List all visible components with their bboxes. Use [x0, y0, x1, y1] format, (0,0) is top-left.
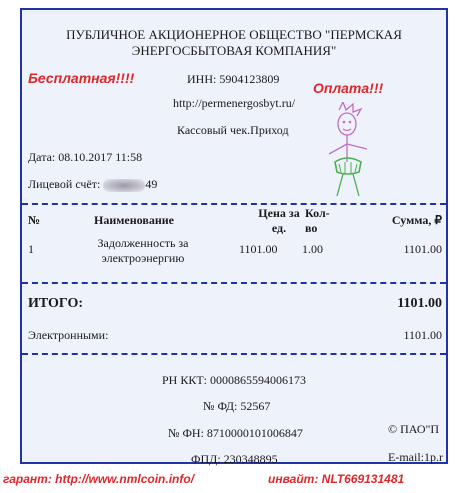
- side-email: E-mail:1p.r: [388, 450, 443, 464]
- inn: ИНН: 5904123809: [187, 72, 280, 86]
- divider: [22, 353, 446, 355]
- redacted-account: [103, 179, 145, 192]
- electronic-value: 1101.00: [403, 328, 442, 342]
- account-row: [28, 177, 157, 192]
- hand-drawn-figure-icon: [317, 102, 377, 202]
- col-header-price: Цена за ед.: [258, 206, 300, 235]
- electronic-label: Электронными:: [28, 328, 109, 342]
- row-num: 1: [28, 242, 34, 256]
- divider: [22, 282, 446, 284]
- guarantor-link[interactable]: гарант: http://www.nmlcoin.info/: [3, 472, 195, 486]
- fn-number: № ФН: 8710000101006847: [168, 426, 303, 440]
- row-qty: 1.00: [302, 242, 323, 256]
- company-url: http://permenergosbyt.ru/: [173, 96, 296, 110]
- row-price: 1101.00: [239, 242, 278, 256]
- account-label: Лицевой счёт:: [28, 177, 101, 191]
- account-suffix: 49: [145, 177, 158, 191]
- receipt-date: Дата: 08.10.2017 11:58: [28, 150, 143, 164]
- fpd: ФПД: 230348895: [191, 452, 278, 466]
- total-value: 1101.00: [397, 296, 442, 311]
- company-name-line2: ЭНЕРГОСБЫТОВАЯ КОМПАНИЯ": [131, 43, 337, 58]
- row-name: Задолженность за электроэнергию: [97, 236, 189, 265]
- receipt: [20, 8, 448, 464]
- col-header-qty: Кол- во: [305, 206, 330, 235]
- paid-annotation: Оплата!!!: [313, 80, 384, 96]
- divider: [22, 203, 446, 205]
- free-annotation: Бесплатная!!!!: [28, 70, 135, 86]
- side-pao: © ПАО"П: [388, 422, 440, 436]
- col-header-name: Наименование: [94, 213, 174, 227]
- rn-kkt: РН ККТ: 0000865594006173: [162, 373, 307, 387]
- company-name-line1: ПУБЛИЧНОЕ АКЦИОНЕРНОЕ ОБЩЕСТВО "ПЕРМСКАЯ: [66, 27, 402, 42]
- total-label: ИТОГО:: [28, 296, 84, 311]
- col-header-sum: Сумма, ₽: [391, 213, 442, 227]
- fd-number: № ФД: 52567: [203, 399, 271, 413]
- invite-code: инвайт: NLT669131481: [268, 472, 405, 486]
- receipt-type: Кассовый чек.Приход: [177, 123, 289, 137]
- row-sum: 1101.00: [403, 242, 442, 256]
- col-header-num: №: [28, 213, 41, 227]
